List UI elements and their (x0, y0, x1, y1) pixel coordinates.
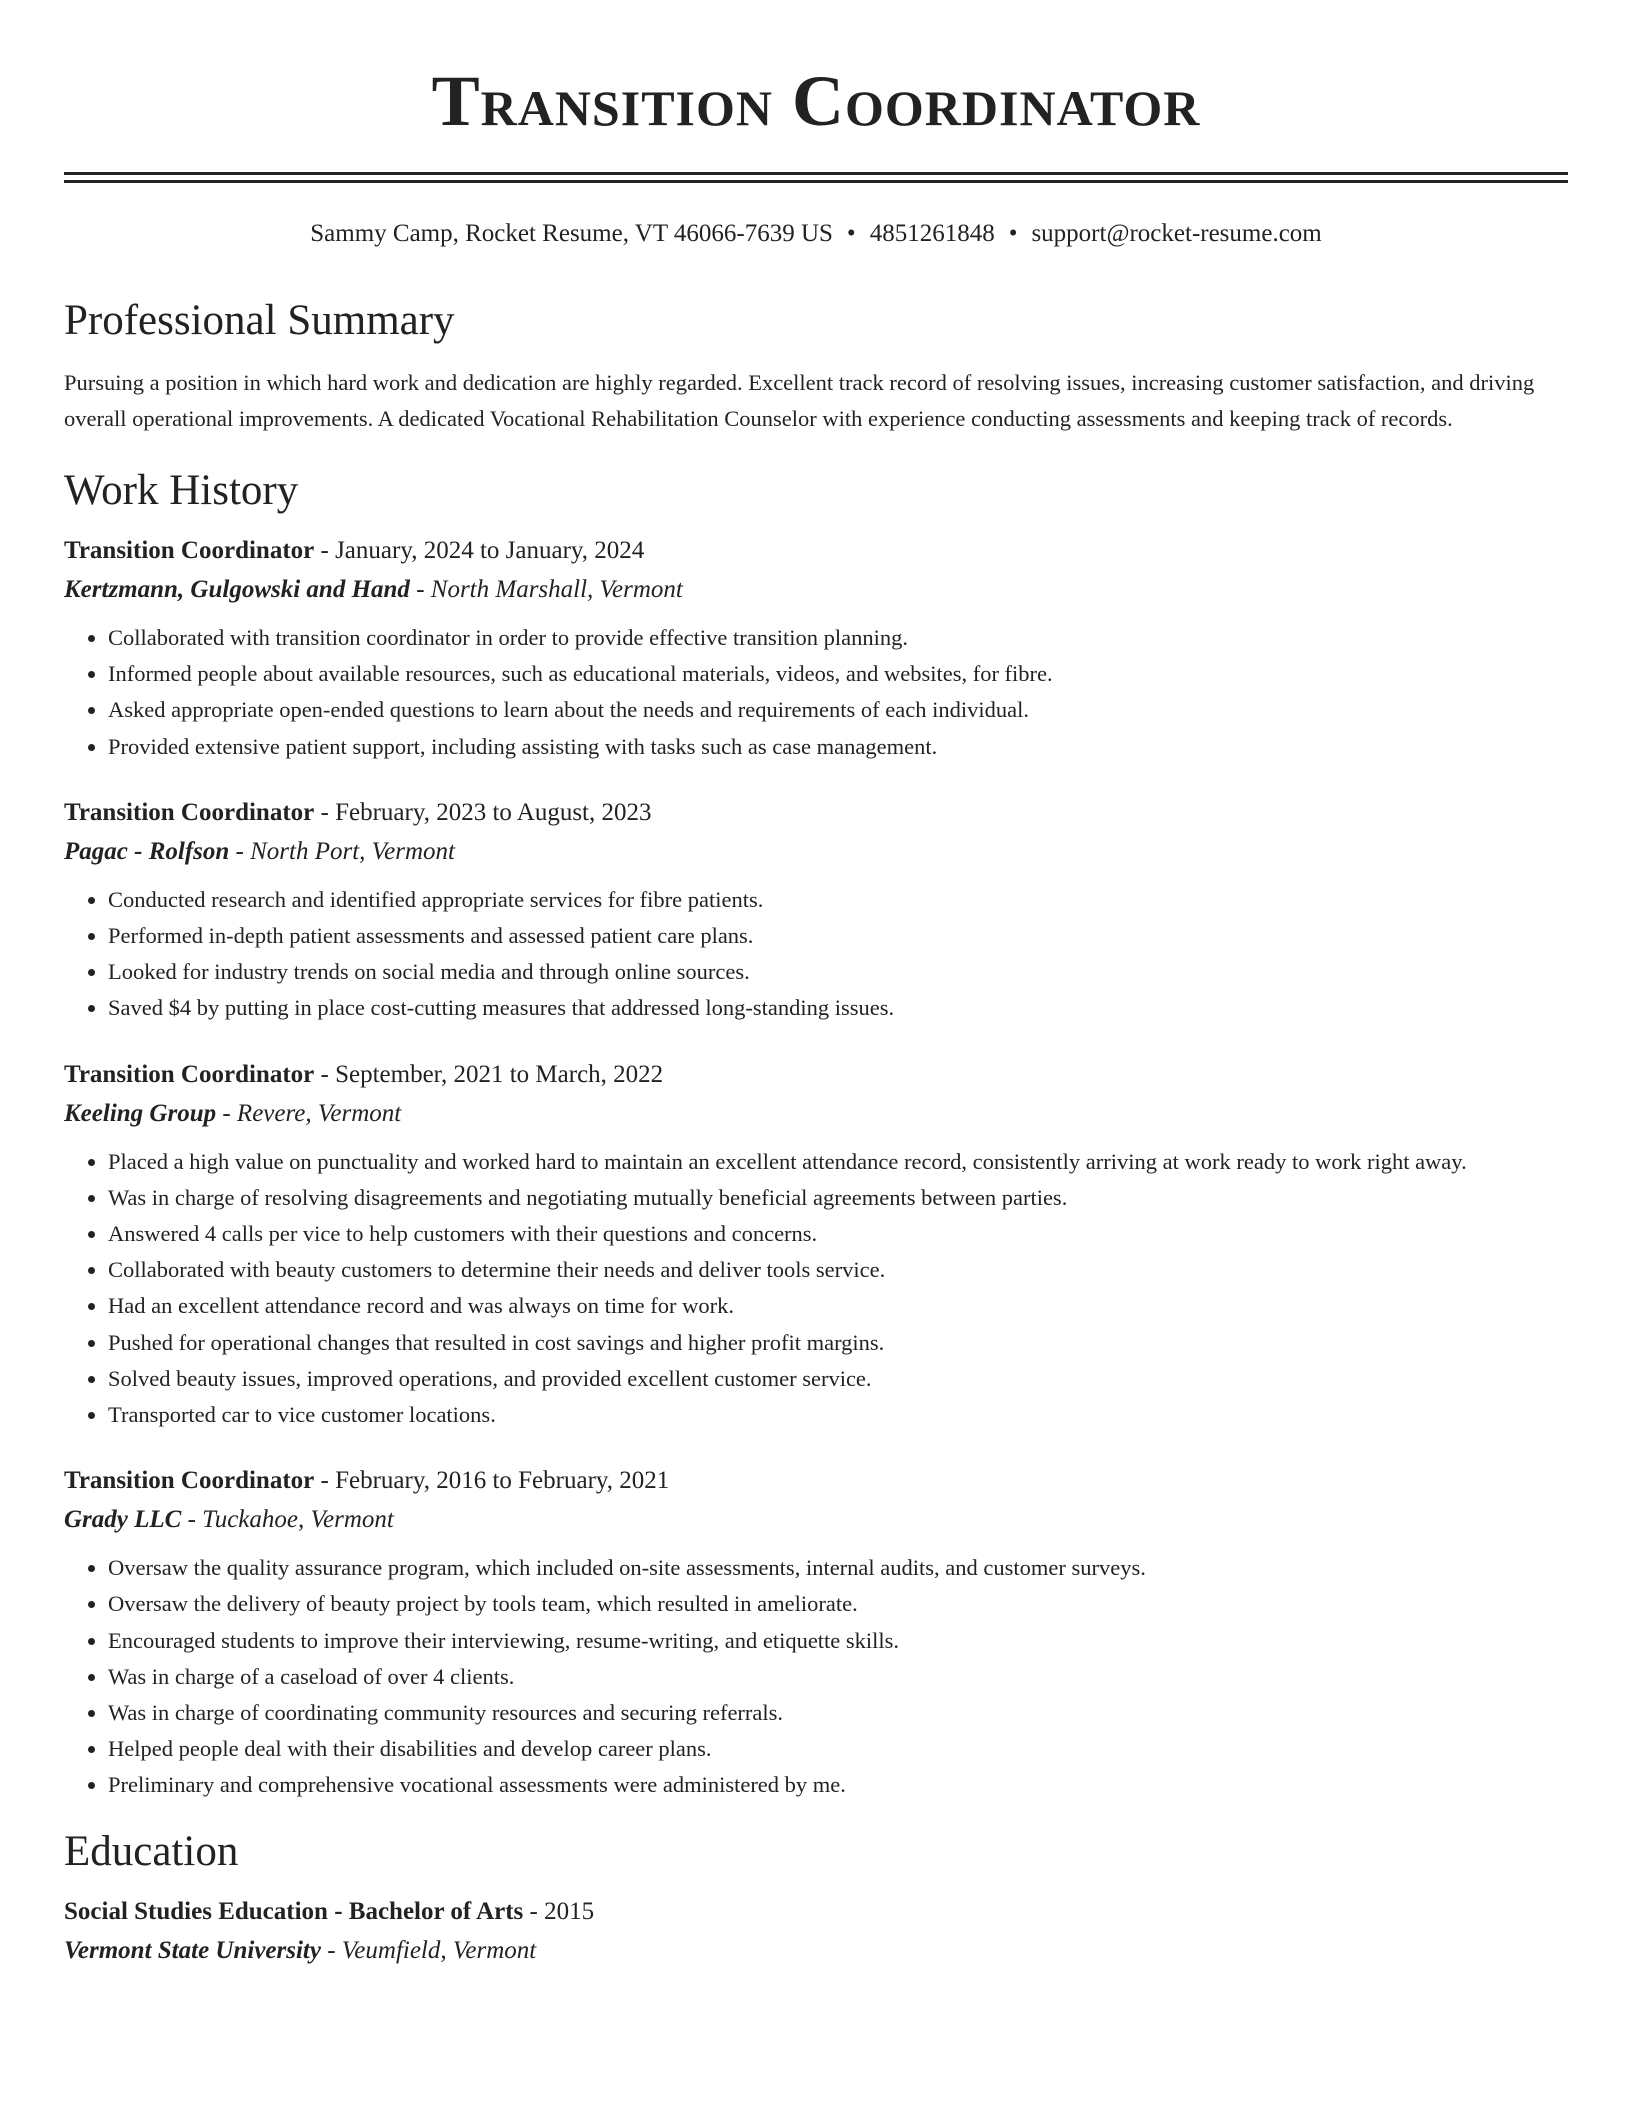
job-bullets (64, 620, 1568, 765)
job-dates: - September, 2021 to March, 2022 (314, 1060, 664, 1088)
job-title: Transition Coordinator (64, 537, 315, 564)
job-bullet: • Was in charge of coordinating community resources and securing referrals. (108, 1695, 1568, 1731)
job-bullet: • Provided extensive patient support, including assisting with tasks such as case management. (108, 729, 1568, 765)
summary-text: Pursuing a position in which hard work and dedication are highly regarded. Excellent track record of resolving issues, increasing customer satisfaction, and driving overall operational improvements. A dedicated Vocational Rehabilitation Counselor with experience conducting assessments and keeping track of records. (64, 370, 1535, 431)
job-title-line (64, 1058, 1568, 1092)
school-location: - Veumfield, Vermont (320, 1936, 537, 1964)
job-title: Transition Coordinator (64, 798, 315, 826)
work-history-heading: Work History (64, 467, 299, 514)
contact-separator: • (846, 220, 856, 247)
job-bullet: • Solved beauty issues, improved operations, and provided excellent customer service. (108, 1361, 1568, 1397)
contact-address: Sammy Camp, Rocket Resume, VT 46066-7639 US (310, 220, 833, 247)
title-divider (64, 172, 1568, 183)
job-bullet: • Pushed for operational changes that resulted in cost savings and higher profit margins. (108, 1325, 1568, 1361)
job-bullet: • Asked appropriate open-ended questions to learn about the needs and requirements of each individual. (108, 692, 1568, 728)
job-company: Kertzmann, Gulgowski and Hand (64, 576, 410, 603)
job-location: - Tuckahoe, Vermont (181, 1506, 394, 1534)
job-location: - Revere, Vermont (216, 1099, 402, 1127)
job-bullets (64, 1550, 1568, 1803)
contact-line (64, 217, 1568, 251)
job-company-line (64, 1097, 1568, 1131)
job-bullet: • Conducted research and identified appropriate services for fibre patients. (108, 882, 1568, 918)
job-bullet: • Had an excellent attendance record and was always on time for work. (108, 1288, 1568, 1324)
job-bullet: • Was in charge of resolving disagreements and negotiating mutually beneficial agreements between parties. (108, 1180, 1568, 1216)
job-bullet: • Oversaw the quality assurance program, which included on-site assessments, internal audits, and customer surveys. (108, 1550, 1568, 1586)
contact-email[interactable]: support@rocket-resume.com (1031, 220, 1322, 247)
job-bullet: • Preliminary and comprehensive vocational assessments were administered by me. (108, 1767, 1568, 1803)
job-title: Transition Coordinator (64, 1060, 315, 1088)
job-location: - North Marshall, Vermont (409, 576, 683, 603)
job-bullet: • Informed people about available resources, such as educational materials, videos, and websites, for fibre. (108, 656, 1568, 692)
job-entry (64, 534, 1568, 765)
summary-heading: Professional Summary (64, 297, 455, 344)
job-dates: - January, 2024 to January, 2024 (314, 537, 645, 564)
job-bullet: • Was in charge of a caseload of over 4 clients. (108, 1659, 1568, 1695)
job-bullets (64, 882, 1568, 1027)
degree-year: - 2015 (523, 1897, 595, 1925)
education-heading: Education (64, 1827, 239, 1875)
education-entry (64, 1895, 1568, 1968)
degree-name: Social Studies Education - Bachelor of Arts (64, 1897, 524, 1925)
job-entry (64, 1058, 1568, 1434)
job-entry (64, 1464, 1568, 1803)
job-bullet: • Collaborated with transition coordinator in order to provide effective transition planning. (108, 620, 1568, 656)
school-name: Vermont State University (64, 1936, 321, 1964)
job-company-line (64, 573, 1568, 607)
job-bullet: • Encouraged students to improve their interviewing, resume-writing, and etiquette skills. (108, 1623, 1568, 1659)
job-bullet: • Looked for industry trends on social media and through online sources. (108, 954, 1568, 990)
job-bullet: • Transported car to vice customer locations. (108, 1397, 1568, 1433)
job-company: Grady LLC (64, 1506, 182, 1534)
job-title-line (64, 796, 1568, 830)
job-title-line (64, 534, 1568, 568)
job-company-line (64, 1503, 1568, 1537)
job-dates: - February, 2023 to August, 2023 (314, 798, 652, 826)
job-title: Transition Coordinator (64, 1467, 315, 1495)
job-entry (64, 796, 1568, 1027)
job-location: - North Port, Vermont (229, 837, 455, 865)
job-company: Keeling Group (64, 1099, 217, 1127)
job-bullets (64, 1144, 1568, 1434)
job-bullet: • Saved $4 by putting in place cost-cutting measures that addressed long-standing issues. (108, 990, 1568, 1026)
job-bullet: • Helped people deal with their disabilities and develop career plans. (108, 1731, 1568, 1767)
job-company: Pagac - Rolfson (64, 837, 230, 865)
degree-line (64, 1895, 1568, 1929)
contact-separator: • (1008, 220, 1018, 247)
resume-title: Transition Coordinator (431, 61, 1201, 141)
job-bullet: • Placed a high value on punctuality and worked hard to maintain an excellent attendance record, consistently arriving at work ready to work right away. (108, 1144, 1568, 1180)
job-bullet: • Collaborated with beauty customers to determine their needs and deliver tools service. (108, 1252, 1568, 1288)
job-company-line (64, 835, 1568, 869)
school-line (64, 1934, 1568, 1968)
job-bullet: • Answered 4 calls per vice to help customers with their questions and concerns. (108, 1216, 1568, 1252)
job-dates: - February, 2016 to February, 2021 (314, 1467, 670, 1495)
job-bullet: • Performed in-depth patient assessments and assessed patient care plans. (108, 918, 1568, 954)
job-title-line (64, 1464, 1568, 1498)
job-bullet: • Oversaw the delivery of beauty project by tools team, which resulted in ameliorate. (108, 1586, 1568, 1622)
contact-phone: 4851261848 (869, 220, 995, 247)
